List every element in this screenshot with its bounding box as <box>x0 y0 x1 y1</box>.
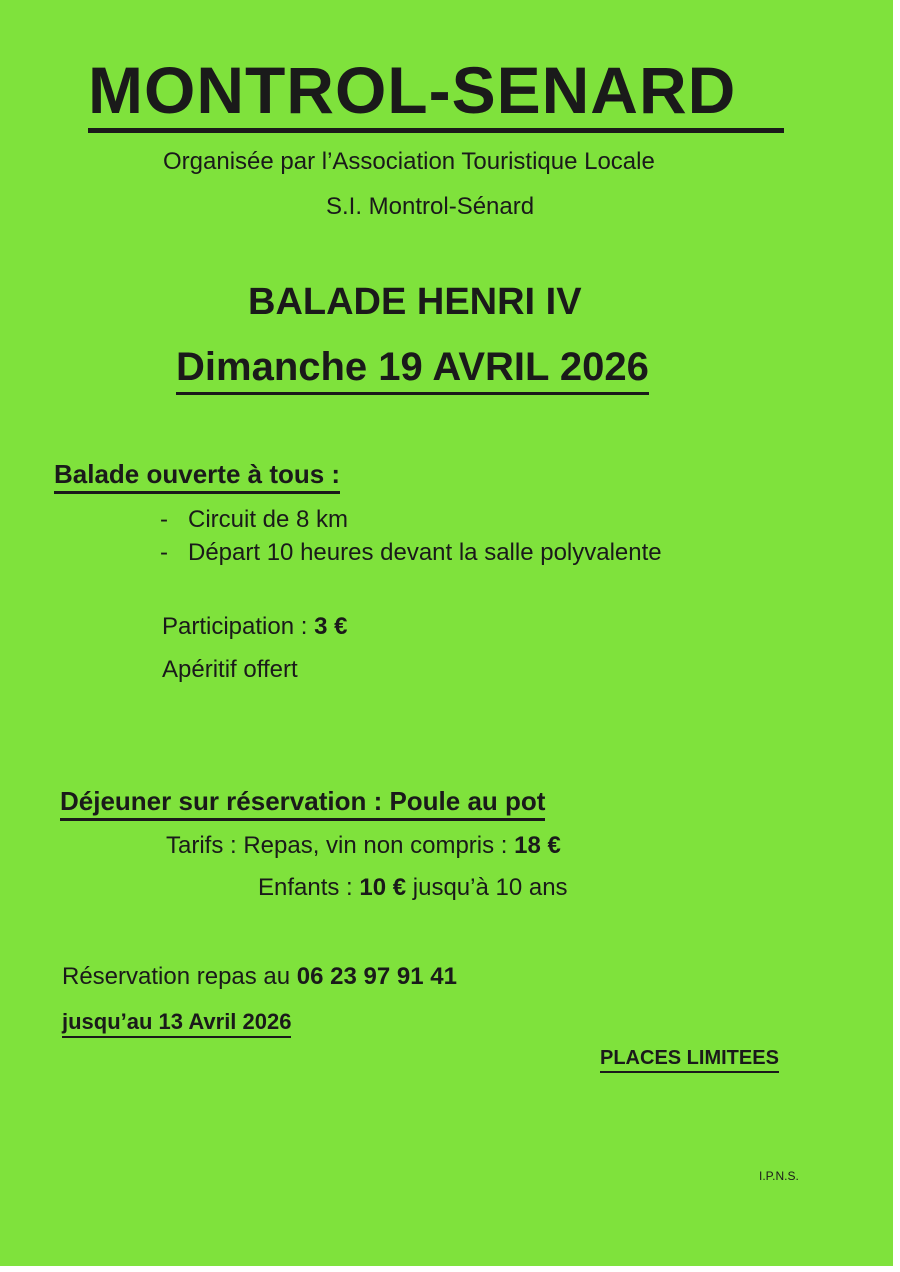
tarifs-price: 18 € <box>514 832 561 859</box>
enfants-suffix: jusqu’à 10 ans <box>406 874 568 901</box>
participation-label: Participation : <box>162 613 315 640</box>
reservation-deadline: jusqu’au 13 Avril 2026 <box>62 1009 291 1038</box>
balade-heading: Balade ouverte à tous : <box>54 459 340 494</box>
enfants-label: Enfants : <box>258 874 360 901</box>
reservation-phone: 06 23 97 91 41 <box>296 963 457 990</box>
participation-price: 3 € <box>314 613 348 640</box>
organizer-name: S.I. Montrol-Sénard <box>326 193 535 220</box>
ipns-mark: I.P.N.S. <box>759 1169 799 1183</box>
places-limitees: PLACES LIMITEES <box>600 1047 779 1073</box>
enfants-price: 10 € <box>359 874 407 901</box>
list-bullet: - <box>160 506 168 533</box>
aperitif-line: Apéritif offert <box>162 656 298 683</box>
tarifs-label: Tarifs : Repas, vin non compris : <box>166 832 515 859</box>
reservation-line <box>62 963 457 991</box>
list-bullet: - <box>160 539 168 566</box>
list-item-circuit: Circuit de 8 km <box>188 506 349 533</box>
enfants-line <box>258 874 568 902</box>
title-underline <box>88 128 784 133</box>
page-title: MONTROL-SENARD <box>88 53 737 127</box>
event-date: Dimanche 19 AVRIL 2026 <box>176 345 649 395</box>
participation-line <box>162 613 347 641</box>
organizer-line: Organisée par l’Association Touristique Locale <box>163 148 655 175</box>
list-item-depart: Départ 10 heures devant la salle polyvalente <box>188 539 662 566</box>
dejeuner-heading: Déjeuner sur réservation : Poule au pot <box>60 786 545 821</box>
event-name: BALADE HENRI IV <box>248 281 582 323</box>
reservation-label: Réservation repas au <box>62 963 297 990</box>
tarifs-line <box>166 832 561 860</box>
